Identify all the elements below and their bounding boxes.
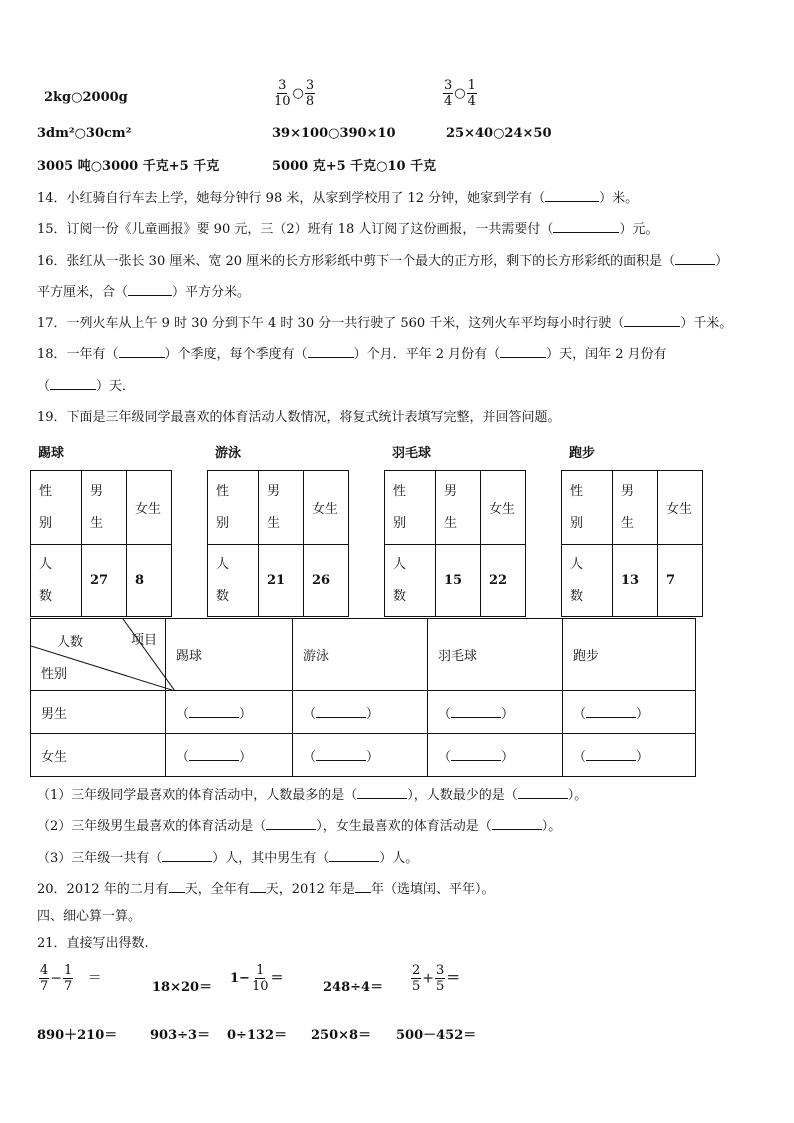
frac-num: 1	[64, 963, 73, 978]
male-label-cell	[82, 471, 127, 545]
question-21-title: 21．直接写出得数.	[37, 936, 149, 951]
answer-cell[interactable]	[293, 691, 428, 734]
label-char: 男	[621, 483, 635, 499]
q16-text-2a: 平方厘米，合（	[37, 285, 129, 300]
female-label-cell: 女生	[127, 471, 172, 545]
compare-r3-b: 5000 克+5 千克○10 千克	[272, 159, 437, 174]
label-char: 男	[267, 483, 281, 499]
activity-table	[384, 470, 526, 617]
q17-end: ）千米。	[680, 316, 733, 331]
calc-expr: 500－452＝	[396, 1028, 477, 1043]
count-label-cell	[31, 545, 82, 617]
answer-cell[interactable]	[428, 691, 563, 734]
q18-text-b: ）个季度，每个季度有（	[164, 347, 308, 362]
question-19-1	[37, 784, 587, 803]
label-char: 人	[216, 556, 230, 572]
column-header: 踢球	[166, 619, 293, 691]
frac-den: 5	[412, 979, 421, 994]
q16-text: 16．张红从一张长 30 厘米、宽 20 厘米的长方形彩纸中剪下一个最大的正方形，剩下的长方形彩纸的面积是（	[37, 254, 676, 269]
operator: +	[422, 970, 435, 987]
q18-text-c: ）个月．平年 2 月份有（	[353, 347, 501, 362]
female-count: 22	[481, 545, 526, 617]
frac-den: 7	[40, 979, 49, 994]
label-char: 性	[39, 483, 53, 499]
gender-label-cell	[385, 471, 436, 545]
answer-blank[interactable]	[316, 749, 366, 761]
label-char: 性	[393, 483, 407, 499]
answer-blank[interactable]	[266, 818, 316, 830]
label-char: 别	[570, 515, 584, 531]
frac-den: 8	[305, 94, 315, 109]
compare-r3-a: 3005 吨○3000 千克+5 千克	[37, 159, 220, 174]
frac-den: 4	[467, 94, 476, 109]
label-char: 生	[444, 515, 458, 531]
answer-blank[interactable]	[545, 190, 599, 202]
label-char: 男	[90, 483, 104, 499]
answer-blank[interactable]	[128, 284, 172, 296]
male-count: 15	[436, 545, 481, 617]
frac-den: 7	[64, 979, 73, 994]
paren: ）	[366, 706, 380, 722]
frac-den: 10	[274, 94, 291, 109]
column-header: 跑步	[563, 619, 696, 691]
calc-expr: 248÷4＝	[323, 980, 384, 995]
answer-blank[interactable]	[162, 850, 212, 862]
q15-end: ）元。	[619, 222, 659, 237]
question-17	[37, 312, 732, 331]
label-char: 别	[216, 515, 230, 531]
label-char: 性	[570, 483, 584, 499]
answer-blank[interactable]	[624, 315, 680, 327]
frac-num: 3	[444, 78, 453, 93]
answer-blank[interactable]	[451, 706, 501, 718]
question-16-line2	[37, 281, 250, 300]
q19-1-text-a: （1）三年级同学最喜欢的体育活动中，人数最多的是（	[37, 788, 358, 803]
compare-r2-b: 39×100○390×10	[272, 126, 396, 141]
answer-blank[interactable]	[316, 706, 366, 718]
q19-2-text-a: （2）三年级男生最喜欢的体育活动是（	[37, 819, 267, 834]
answer-blank[interactable]	[355, 881, 371, 893]
answer-blank[interactable]	[329, 850, 379, 862]
female-count: 8	[127, 545, 172, 617]
equals: ＝	[270, 971, 284, 986]
question-18-line1	[37, 343, 667, 362]
answer-blank[interactable]	[500, 346, 546, 358]
paren: （	[303, 706, 317, 722]
label-char: 数	[393, 588, 407, 604]
section-heading: 四、细心算一算。	[37, 909, 142, 924]
compare-symbol: ○	[454, 86, 466, 101]
label-char: 数	[216, 588, 230, 604]
compare-symbol: ○	[292, 86, 304, 101]
count-label-cell	[385, 545, 436, 617]
answer-blank[interactable]	[492, 818, 542, 830]
column-header: 游泳	[293, 619, 428, 691]
answer-blank[interactable]	[308, 346, 354, 358]
q19-1-text-b: ），人数最少的是（	[407, 788, 518, 803]
header-gender-label: 性别	[41, 667, 68, 682]
frac-num: 2	[412, 963, 421, 978]
q18-text-d: ）天，闰年 2 月份有	[546, 347, 667, 362]
label-char: 性	[216, 483, 230, 499]
male-count: 21	[259, 545, 304, 617]
activity-label: 跑步	[569, 446, 596, 461]
question-20	[37, 878, 495, 897]
frac-den: 4	[444, 94, 453, 109]
q19-3-text-a: （3）三年级一共有（	[37, 851, 163, 866]
frac-den: 5	[436, 979, 445, 994]
paren: ）	[239, 749, 253, 765]
question-18-line2	[37, 375, 135, 394]
frac-den: 10	[251, 979, 269, 994]
q14-end: ）米。	[599, 191, 639, 206]
paren: ）	[366, 749, 380, 765]
calc-expr: 903÷3＝	[150, 1028, 211, 1043]
male-label-cell	[259, 471, 304, 545]
label-char: 别	[393, 515, 407, 531]
paren: （	[303, 749, 317, 765]
q18-text-f: ）天．	[96, 379, 136, 394]
activity-label: 踢球	[38, 446, 65, 461]
frac-num: 3	[278, 78, 287, 93]
header-count-label: 人数	[57, 635, 84, 650]
female-label-cell: 女生	[658, 471, 703, 545]
q19-3-text-b: ）人，其中男生有（	[212, 851, 330, 866]
answer-blank[interactable]	[250, 881, 266, 893]
label-char: 生	[267, 515, 281, 531]
q19-3-text-c: ）人。	[379, 851, 419, 866]
answer-blank[interactable]	[50, 378, 96, 390]
q20-text-a: 20．2012 年的二月有	[37, 882, 169, 897]
row-header: 女生	[31, 734, 166, 777]
activity-table	[207, 470, 349, 617]
answer-cell[interactable]	[293, 734, 428, 777]
frac-num: 3	[305, 78, 315, 93]
answer-blank[interactable]	[169, 881, 185, 893]
paren: （	[176, 749, 190, 765]
male-count: 13	[613, 545, 658, 617]
paren: ）	[501, 706, 515, 722]
calc-expr: 250×8＝	[311, 1028, 372, 1043]
male-label-cell	[436, 471, 481, 545]
q17-text: 17．一列火车从上午 9 时 30 分到下午 4 时 30 分一共行驶了 560 千米，这列火车平均每小时行驶（	[37, 316, 625, 331]
column-header: 羽毛球	[428, 619, 563, 691]
calc-expr: 890＋210＝	[37, 1028, 118, 1043]
question-19-3	[37, 847, 418, 866]
frac-num: 1	[256, 963, 265, 978]
paren: ）	[636, 749, 650, 765]
label-char: 男	[444, 483, 458, 499]
compare-r1-c	[442, 78, 478, 109]
activity-table	[30, 470, 172, 617]
question-16-line1	[37, 250, 728, 269]
diagonal-header-cell	[31, 619, 166, 691]
compare-r1-a: 2kg○2000g	[44, 90, 128, 105]
female-count: 7	[658, 545, 703, 617]
paren: （	[573, 706, 587, 722]
compare-r2-c: 25×40○24×50	[446, 126, 552, 141]
calc-expr	[38, 963, 102, 994]
label-char: 数	[570, 588, 584, 604]
frac-num: 4	[40, 963, 49, 978]
q20-text-c: 天，2012 年是	[265, 882, 355, 897]
answer-blank[interactable]	[189, 706, 239, 718]
count-label-cell	[208, 545, 259, 617]
answer-blank[interactable]	[586, 706, 636, 718]
q16-text-2b: ）平方分米。	[172, 285, 251, 300]
equals: ＝	[446, 970, 461, 987]
gender-label-cell	[31, 471, 82, 545]
row-header: 男生	[31, 691, 166, 734]
equals: ＝	[87, 970, 102, 987]
label-char: 人	[39, 556, 53, 572]
activity-table	[561, 470, 703, 617]
frac-num: 1	[467, 78, 476, 93]
question-15	[37, 218, 658, 237]
compare-r1-b	[272, 78, 316, 109]
q19-2-text-c: ）。	[541, 819, 562, 834]
female-label-cell: 女生	[481, 471, 526, 545]
question-19-2	[37, 815, 561, 834]
paren: （	[176, 706, 190, 722]
female-count: 26	[304, 545, 349, 617]
answer-blank[interactable]	[518, 787, 568, 799]
calc-expr: 0÷132＝	[227, 1028, 288, 1043]
male-count: 27	[82, 545, 127, 617]
question-14	[37, 187, 638, 206]
q19-2-text-b: ），女生最喜欢的体育活动是（	[316, 819, 492, 834]
answer-blank[interactable]	[189, 749, 239, 761]
compound-stats-table	[30, 618, 696, 777]
calc-expr	[410, 963, 460, 994]
q16-end: ）	[715, 254, 729, 269]
paren: ）	[239, 706, 253, 722]
compare-r2-a: 3dm²○30cm²	[37, 126, 132, 141]
label-char: 生	[90, 515, 104, 531]
paren: （	[438, 706, 452, 722]
answer-blank[interactable]	[119, 346, 165, 358]
female-label-cell: 女生	[304, 471, 349, 545]
label-char: 数	[39, 588, 53, 604]
q15-text: 15．订阅一份《儿童画报》要 90 元，三（2）班有 18 人订阅了这份画报，一共需要付（	[37, 222, 554, 237]
operator: −	[50, 970, 63, 987]
paren: ）	[501, 749, 515, 765]
answer-blank[interactable]	[675, 253, 715, 265]
activity-label: 游泳	[215, 446, 242, 461]
q18-text-e: （	[37, 379, 51, 394]
answer-cell[interactable]	[563, 691, 696, 734]
answer-blank[interactable]	[586, 749, 636, 761]
answer-blank[interactable]	[357, 787, 407, 799]
gender-label-cell	[562, 471, 613, 545]
q14-text: 14．小红骑自行车去上学，她每分钟行 98 米，从家到学校用了 12 分钟，她家到学有（	[37, 191, 546, 206]
paren: ）	[636, 706, 650, 722]
calc-expr	[230, 963, 284, 994]
calc-expr: 18×20＝	[152, 980, 213, 995]
frac-num: 3	[436, 963, 445, 978]
q19-1-text-c: ）。	[567, 788, 588, 803]
label-char: 别	[39, 515, 53, 531]
calc-prefix: 1−	[230, 971, 250, 986]
paren: （	[573, 749, 587, 765]
count-label-cell	[562, 545, 613, 617]
gender-label-cell	[208, 471, 259, 545]
q18-text-a: 18．一年有（	[37, 347, 119, 362]
question-19-intro: 19．下面是三年级同学最喜欢的体育活动人数情况，将复式统计表填写完整，并回答问题。	[37, 410, 561, 425]
answer-cell[interactable]	[428, 734, 563, 777]
activity-label: 羽毛球	[392, 446, 432, 461]
label-char: 人	[393, 556, 407, 572]
answer-blank[interactable]	[553, 221, 619, 233]
answer-cell[interactable]	[166, 734, 293, 777]
label-char: 生	[621, 515, 635, 531]
q20-text-d: 年（选填闰、平年）。	[371, 882, 495, 897]
male-label-cell	[613, 471, 658, 545]
answer-cell[interactable]	[166, 691, 293, 734]
answer-cell[interactable]	[563, 734, 696, 777]
q20-text-b: 天，全年有	[184, 882, 250, 897]
paren: （	[438, 749, 452, 765]
answer-blank[interactable]	[451, 749, 501, 761]
label-char: 人	[570, 556, 584, 572]
header-item-label: 项目	[131, 633, 158, 648]
